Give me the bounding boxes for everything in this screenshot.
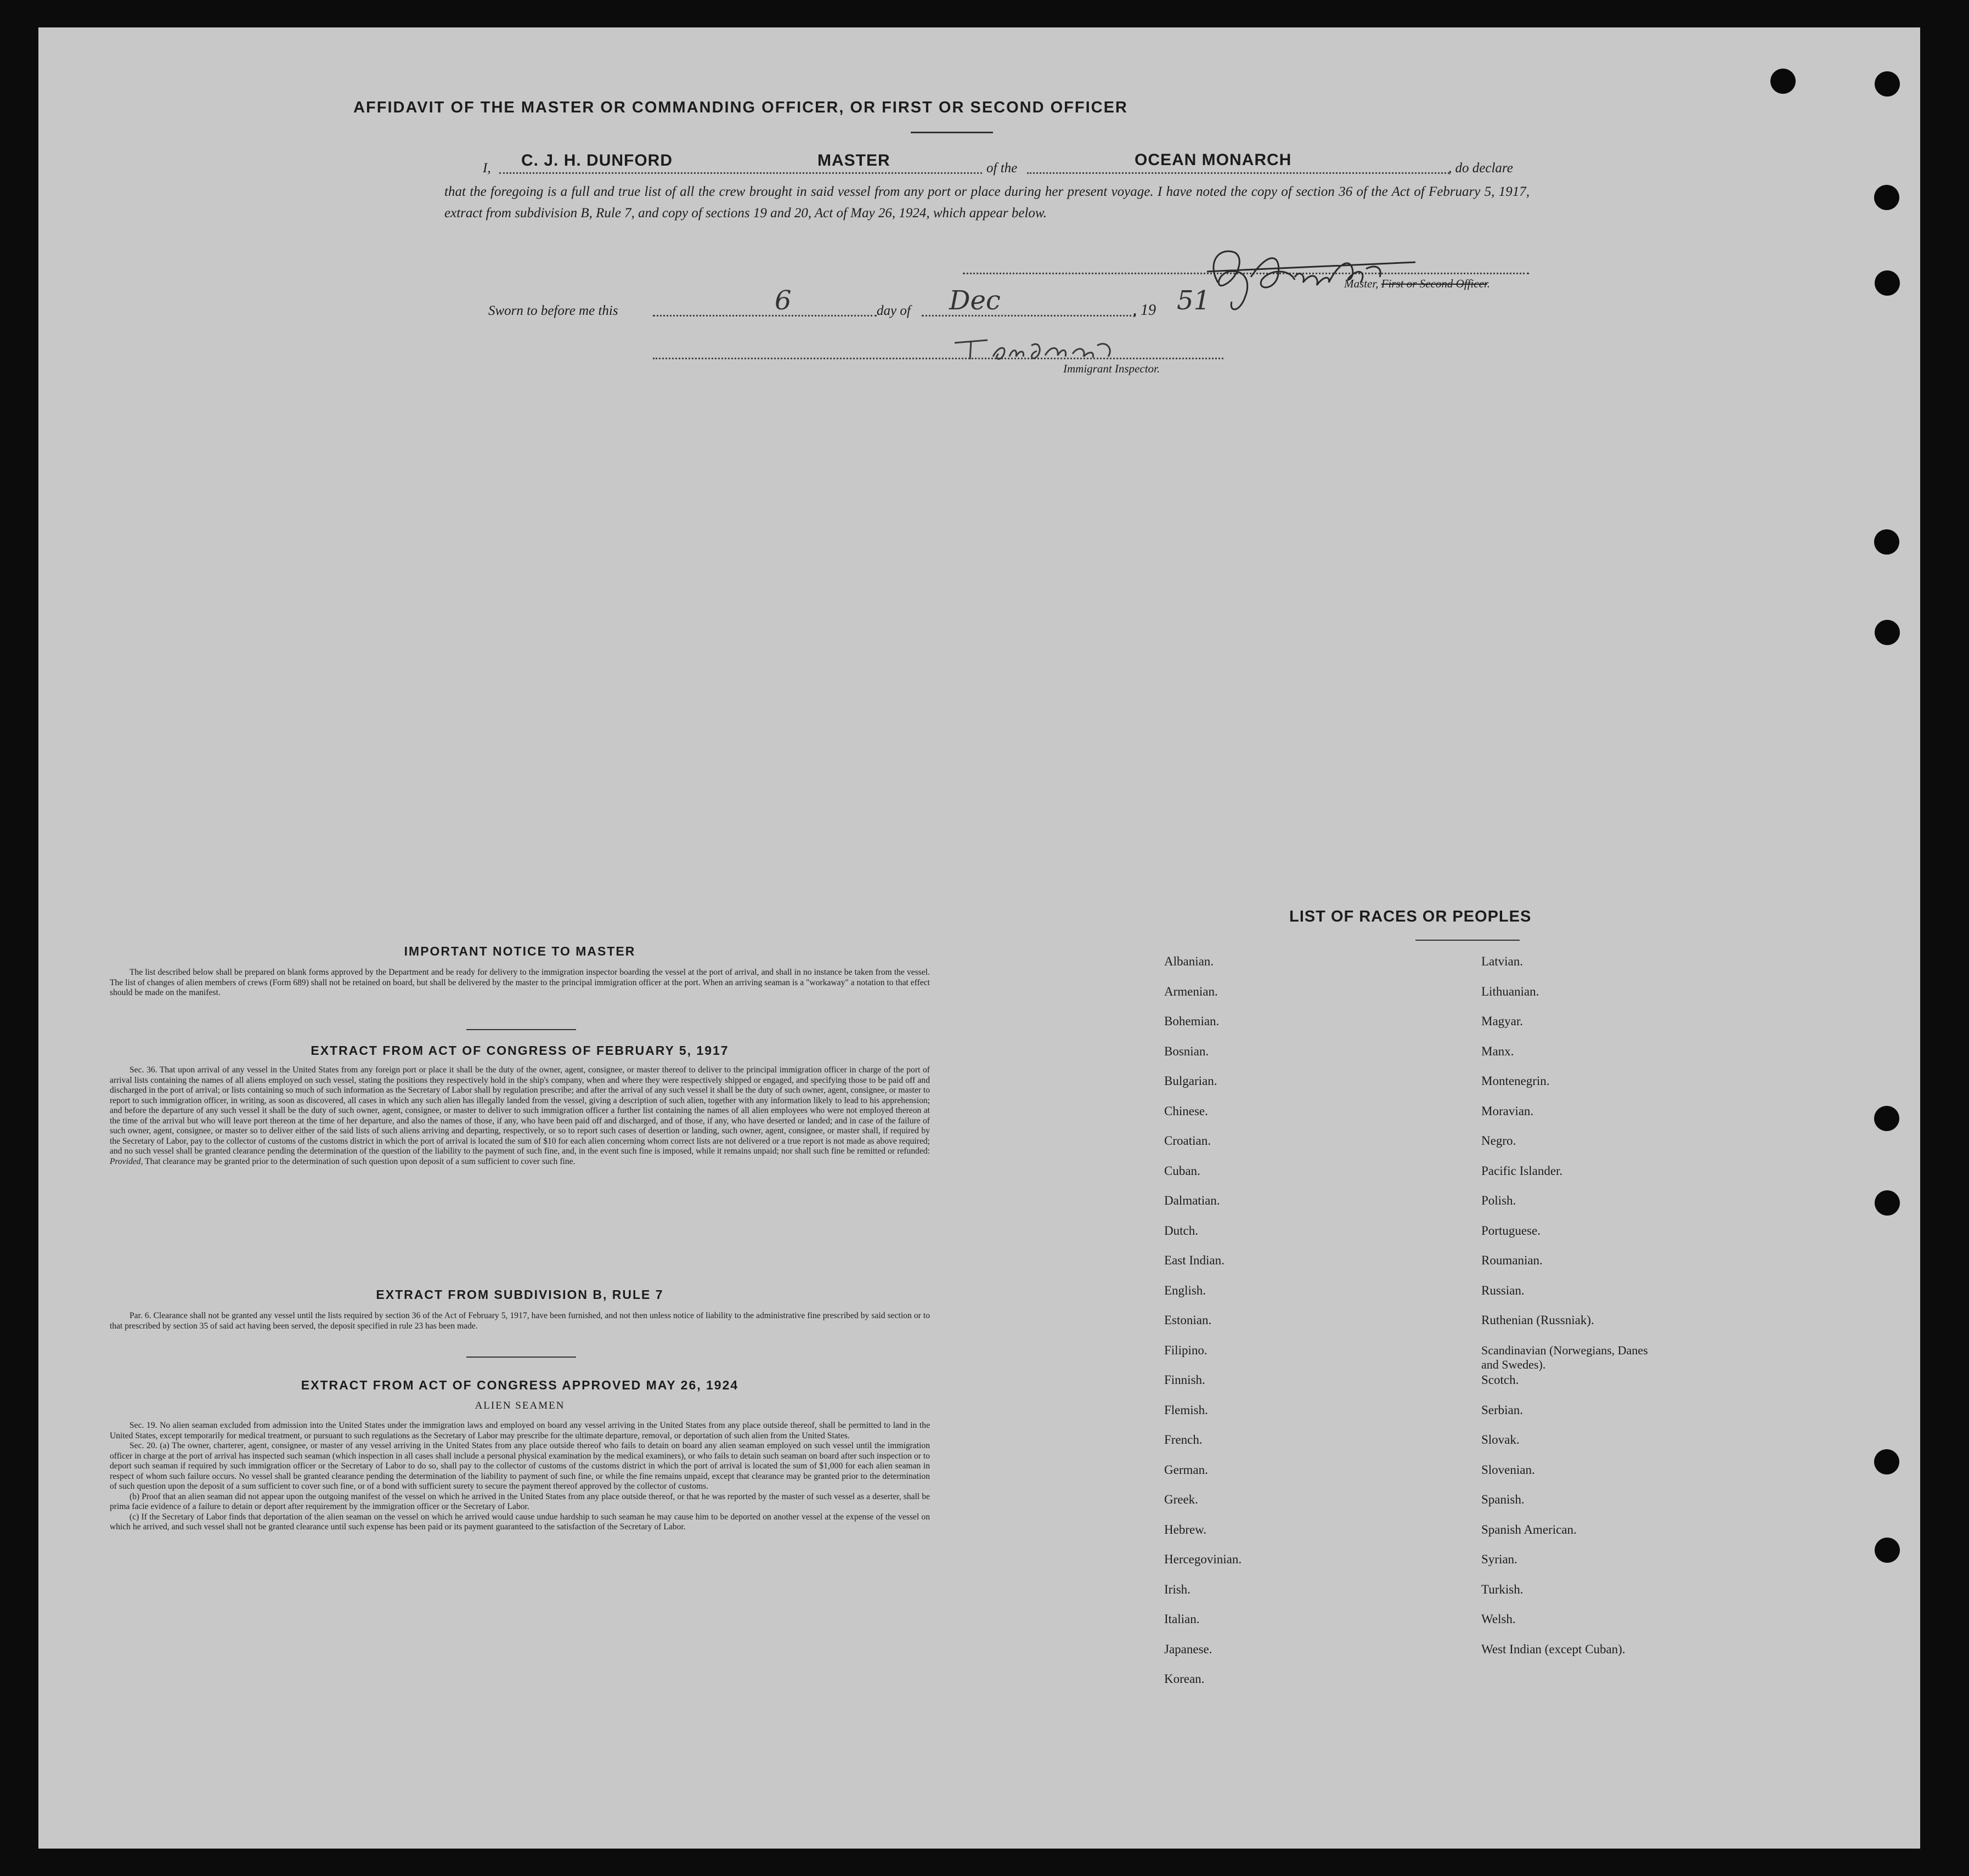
race-item-right: Welsh.	[1481, 1612, 1516, 1626]
race-item-right: Latvian.	[1481, 954, 1523, 968]
sec20b-paragraph: (b) Proof that an alien seaman did not appear upon the outgoing manifest of the vessel on which he arrived in the United States from any place outside thereof, or that he was reported by the master of such vessel as a deserter, shall be prima facie evidence of a failure to detain or deport after requirement by the immigration officer or the Secretary of Labor.	[110, 1491, 930, 1511]
affidavit-i-label: I,	[483, 161, 491, 176]
act1917-text	[110, 1065, 930, 1167]
race-item-right: Ruthenian (Russniak).	[1481, 1313, 1594, 1327]
race-item-left: French.	[1164, 1433, 1203, 1446]
punch-hole	[1875, 1190, 1900, 1216]
manifest-page	[38, 27, 1920, 1849]
rule7-title: EXTRACT FROM SUBDIVISION B, RULE 7	[376, 1287, 664, 1302]
race-item-right: Polish.	[1481, 1194, 1516, 1207]
inspector-caption: Immigrant Inspector.	[1063, 362, 1160, 375]
race-item-right: Pacific Islander.	[1481, 1163, 1563, 1178]
race-item-left: Greek.	[1164, 1493, 1198, 1506]
race-item-right: Russian.	[1481, 1283, 1525, 1297]
sec36-end: That clearance may be granted prior to the determination of such question upon deposit of a sum sufficient to cover such fine.	[145, 1156, 576, 1166]
sec36-provided: Provided,	[110, 1156, 143, 1166]
name-line	[499, 172, 982, 174]
punch-hole	[1874, 1106, 1899, 1131]
day-value: 6	[775, 285, 792, 316]
race-item-right: Scotch.	[1481, 1373, 1519, 1387]
race-item-left: Hebrew.	[1164, 1522, 1207, 1536]
caption-suffix: .	[1487, 277, 1490, 290]
race-item-left: Croatian.	[1164, 1134, 1211, 1148]
race-item-left: Bosnian.	[1164, 1044, 1209, 1058]
year-value: 51	[1177, 285, 1211, 316]
race-item-right: Scandinavian (Norwegians, Danes and Swedes).	[1481, 1343, 1648, 1371]
race-item-right: Turkish.	[1481, 1582, 1524, 1596]
race-item-right: Manx.	[1481, 1044, 1514, 1058]
race-item-left: Filipino.	[1164, 1343, 1208, 1357]
race-item-right: Lithuanian.	[1481, 984, 1539, 998]
day-line	[653, 315, 877, 317]
race-item-left: Cuban.	[1164, 1163, 1200, 1178]
signature-caption	[1344, 277, 1490, 291]
vessel-line	[1027, 172, 1449, 174]
rule7-text	[110, 1311, 930, 1331]
sec20a-paragraph: Sec. 20. (a) The owner, charterer, agent, consignee, or master of any vessel arriving in the United States from any place outside thereof who fails to detain on board any alien seaman employed on such vessel until the immigration officer in charge at the port of arrival has inspected such seaman (which inspection in all cases shall include a personal physical examination by the medical examiners), or who fails to detain such seaman on board after such inspection or to deport such seaman if required by such immigration officer or the Secretary of Labor to do so, shall pay to the collector of customs of the customs district in which the port of arrival is located the sum of $1,000 for each alien seaman in respect of whom such failure occurs. No vessel shall be granted clearance pending the determination of the liability to payment of such fine, or while the fine remains unpaid, except that clearance may be granted prior to the determination of such question upon the deposit of a sum sufficient to cover such fine, or of a bond with sufficient surety to secure the payment thereof approved by the collector of customs.	[110, 1441, 930, 1491]
master-name: C. J. H. DUNFORD	[521, 151, 673, 169]
race-item-left: Estonian.	[1164, 1313, 1212, 1327]
race-item-right: Spanish American.	[1481, 1522, 1577, 1536]
sec19-paragraph: Sec. 19. No alien seaman excluded from admission into the United States under the immigration laws and employed on board any vessel arriving in the United States from any place outside thereof, shall be permitted to land in the United States, except temporarily for medical treatment, or pursuant to such regulations as the Secretary of Labor may prescribe for the ultimate departure, removal, or deportation of such alien from the United States.	[110, 1421, 930, 1440]
punch-hole	[1875, 71, 1900, 97]
punch-hole	[1874, 1449, 1899, 1474]
race-item-left: Flemish.	[1164, 1403, 1208, 1417]
race-item-right: West Indian (except Cuban).	[1481, 1642, 1626, 1656]
race-item-right: Roumanian.	[1481, 1253, 1543, 1267]
race-item-left: Dalmatian.	[1164, 1194, 1220, 1207]
race-item-right: Slovak.	[1481, 1433, 1520, 1446]
sec20c-paragraph: (c) If the Secretary of Labor finds that deportation of the alien seaman on the vessel on which he arrived would cause undue hardship to such seaman he may cause him to be deported on another vessel at the expense of the vessel on which he arrived, and such vessel shall not be granted clearance until such expense has been paid or its payment guaranteed to the satisfaction of the Secretary of Labor.	[110, 1512, 930, 1532]
sworn-label: Sworn to before me this	[488, 303, 618, 318]
punch-hole	[1770, 69, 1796, 94]
race-item-right: Magyar.	[1481, 1014, 1524, 1028]
vessel-name: OCEAN MONARCH	[1135, 151, 1292, 169]
punch-hole	[1874, 185, 1899, 210]
notice-paragraph: The list described below shall be prepared on blank forms approved by the Department and be ready for delivery to the immigration inspector boarding the vessel at the port of arrival, and shall in no instance be taken from the vessel. The list of changes of alien members of crews (Form 689) shall not be retained on board, but shall be delivered by the master to the principal immigration officer at the port. When an arriving seaman is a "workaway" a notation to that effect should be made on the manifest.	[110, 968, 930, 997]
act1924-title: EXTRACT FROM ACT OF CONGRESS APPROVED MAY 26, 1924	[301, 1378, 739, 1392]
race-item-left: Korean.	[1164, 1672, 1205, 1686]
race-item-left: Armenian.	[1164, 984, 1218, 998]
punch-hole	[1875, 620, 1900, 645]
divider	[466, 1357, 576, 1358]
sec36-paragraph	[110, 1065, 930, 1167]
race-item-left: East Indian.	[1164, 1253, 1225, 1267]
year-prefix: , 19	[1133, 302, 1156, 319]
punch-hole	[1874, 529, 1899, 555]
notice-text	[110, 968, 930, 998]
do-declare-label: , do declare	[1448, 161, 1513, 176]
race-item-left: Bulgarian.	[1164, 1074, 1217, 1088]
race-item-left: Finnish.	[1164, 1373, 1205, 1387]
of-the-label: of the	[986, 161, 1018, 176]
punch-hole	[1875, 1538, 1900, 1563]
race-item-right: Syrian.	[1481, 1552, 1517, 1566]
act1924-subtitle: ALIEN SEAMEN	[475, 1400, 565, 1411]
race-item-right: Negro.	[1481, 1134, 1516, 1148]
race-item-right: Spanish.	[1481, 1493, 1525, 1506]
race-item-left: Hercegovinian.	[1164, 1552, 1242, 1566]
month-value: Dec	[949, 285, 1001, 316]
officer-rank: MASTER	[817, 151, 890, 169]
race-item-left: Japanese.	[1164, 1642, 1212, 1656]
sec36-main: Sec. 36. That upon arrival of any vessel in the United States from any foreign port or place it shall be the duty of the owner, agent, consignee, or master thereof to deliver to the principal immigration officer in charge of the port of arrival lists containing the names of all aliens employed on such vessel, stating the positions they respectively hold in the ship's company, when and where they were respectively shipped or engaged, and specifying those to be paid off and discharged in the port of arrival; or lists containing so much of such information as the Secretary of Labor shall by regulation prescribe; and after the arrival of any such vessel it shall be the duty of such owner, agent, consignee, or master to report to such immigration officer, in writing, as soon as discovered, all cases in which any such alien has illegally landed from the vessel, giving a description of such alien, together with any information likely to lead to his apprehension; and before the departure of any such vessel it shall be the duty of such owner, agent, consignee, or master to deliver to such immigration officer a further list containing the names of all alien employees who were not employed thereon at the time of the arrival but who will leave port thereon at the time of her departure, and also the names of those, if any, who have been paid off and discharged, and of those, if any, who have deserted or landed; and in case of the failure of such owner, agent, consignee, or master so to deliver either of the said lists of such aliens arriving and departing, respectively, or so to report such cases of desertion or landing, such owner, agent, consignee, or master shall, if required by the Secretary of Labor, pay to the collector of customs of the customs district in which the port of arrival is located the sum of $10 for each alien concerning whom correct lists are not delivered or a true report is not made as above required; and no such vessel shall be granted clearance pending the determination of the question of the liability to the payment of such fine, and, in the event such fine is imposed, while it remains unpaid; nor shall such fine be remitted or refunded:	[110, 1065, 930, 1156]
act1917-title: EXTRACT FROM ACT OF CONGRESS OF FEBRUARY 5, 1917	[311, 1043, 729, 1058]
divider	[466, 1029, 576, 1030]
affidavit-body: that the foregoing is a full and true list of all the crew brought in said vessel from any port or place during her present voyage. I have noted the copy of section 36 of the Act of February 5, 1917, extract from subdivision B, Rule 7, and copy of sections 19 and 20, Act of May 26, 1924, which appear below.	[444, 184, 1530, 221]
race-item-left: Albanian.	[1164, 954, 1214, 968]
race-item-right: Serbian.	[1481, 1403, 1524, 1417]
divider	[911, 132, 993, 133]
notice-title: IMPORTANT NOTICE TO MASTER	[404, 944, 636, 958]
race-item-right: Slovenian.	[1481, 1462, 1535, 1477]
races-title: LIST OF RACES OR PEOPLES	[1289, 908, 1532, 925]
divider	[1415, 940, 1520, 941]
race-item-left: German.	[1164, 1462, 1208, 1477]
punch-hole	[1875, 270, 1900, 296]
master-signature	[1185, 230, 1437, 318]
race-item-right: Moravian.	[1481, 1104, 1534, 1118]
caption-prefix: Master,	[1344, 277, 1379, 290]
race-item-left: Bohemian.	[1164, 1014, 1220, 1028]
race-item-left: Irish.	[1164, 1582, 1191, 1596]
inspector-line	[653, 358, 1223, 359]
caption-struck: First or Second Officer	[1381, 277, 1487, 290]
race-item-right: Montenegrin.	[1481, 1074, 1550, 1088]
race-item-left: Dutch.	[1164, 1223, 1198, 1238]
act1924-text	[110, 1421, 930, 1533]
race-item-right: Portuguese.	[1481, 1223, 1541, 1238]
race-item-left: Chinese.	[1164, 1104, 1208, 1118]
day-of-label: day of	[877, 303, 911, 318]
race-item-left: Italian.	[1164, 1612, 1200, 1626]
rule7-paragraph: Par. 6. Clearance shall not be granted any vessel until the lists required by section 36 of the Act of February 5, 1917, have been furnished, and not then unless notice of liability to the administrative fine prescribed by said section or to that prescribed by section 35 of said act having been served, the deposit specified in rule 23 has been made.	[110, 1311, 930, 1331]
race-item-left: English.	[1164, 1283, 1206, 1297]
affidavit-title: AFFIDAVIT OF THE MASTER OR COMMANDING OFFICER, OR FIRST OR SECOND OFFICER	[353, 99, 1128, 116]
